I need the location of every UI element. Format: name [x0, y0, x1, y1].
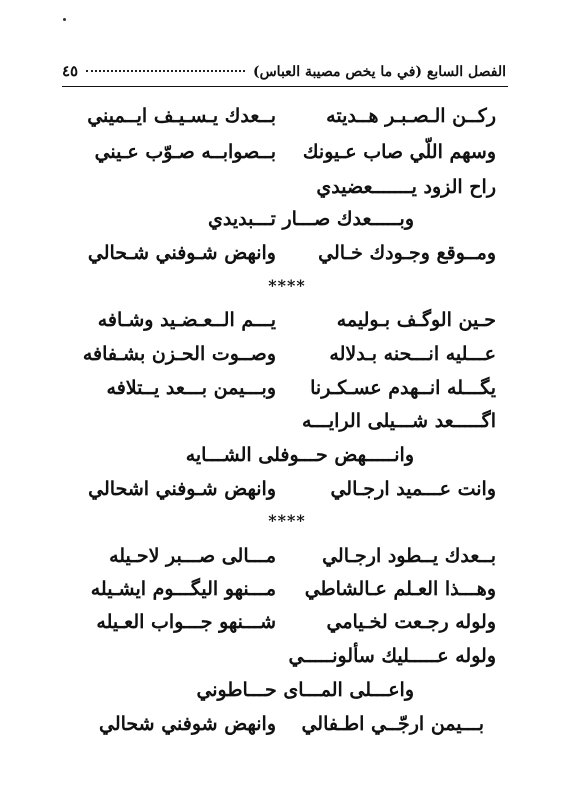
stanza-separator: **** [268, 276, 306, 295]
verse-second-hemistich: وبـــيمن بـــعد يــتلافه [106, 377, 276, 399]
verse-first-hemistich: اگـــــعد شـــيلى الرايـــه [301, 410, 496, 432]
verse-second-hemistich: واعـــلى المـــاى حـــاطوني [196, 679, 414, 701]
verse-first-hemistich: راح الزود يـــــــعضيدي [316, 176, 496, 198]
verse-first-hemistich: بـــيمن ارجّــي اطـفالي [301, 713, 484, 735]
verse-second-hemistich: وصــوت الحـزن بشـفافه [82, 343, 276, 365]
verse-second-hemistich: شـــنهو جـــواب العـيله [96, 611, 276, 633]
verse-second-hemistich: وانهض شوفني شحالي [99, 713, 276, 735]
verse-first-hemistich: عـــليه انـــحنه بـدلاله [329, 343, 496, 365]
verse-first-hemistich: ركــن الـصـبـر هــديته [326, 105, 496, 127]
verse-first-hemistich: حـين الوگـف بـوليمه [336, 309, 496, 331]
verse-first-hemistich: بــعدك يــطود ارجـالي [322, 545, 496, 567]
page-number: ٤٥ [62, 62, 79, 80]
verse-first-hemistich: وهـــذا العـلم عـالشاطي [304, 578, 496, 600]
verse-second-hemistich: بــصوابــه صـوّب عـيني [94, 141, 276, 163]
verse-second-hemistich: بــعدك يـسـيـف ايــميني [87, 105, 276, 127]
chapter-title: الفصل السابع (في ما يخص مصيبة العباس) [252, 64, 506, 80]
verse-first-hemistich: ولوله رجـعت لخـيامي [326, 611, 496, 633]
verse-second-hemistich: يـــم الــعـضـيد وشـافه [97, 309, 276, 331]
verse-first-hemistich: وانت عـــميد ارجـالي [330, 478, 496, 500]
verse-second-hemistich: مـــالى صـــبر لاحـيله [109, 545, 276, 567]
verse-second-hemistich: وبـــــعدك صـــار تـــبديدي [208, 208, 414, 230]
verse-second-hemistich: وانهض شـوفني شـحالي [87, 242, 276, 264]
verse-second-hemistich: وانـــــهض حـــوفلى الشـــايه [185, 444, 414, 466]
page-header [62, 62, 506, 84]
verse-first-hemistich: وسهم اللّي صاب عـيونك [302, 141, 496, 163]
verse-first-hemistich: ومــوقع وجـودك خـالي [318, 242, 496, 264]
header-rule [62, 86, 508, 87]
verse-second-hemistich: مـــنهو اليگـــوم ايشـيله [90, 578, 276, 600]
stanza-separator: **** [268, 511, 306, 530]
verse-first-hemistich: ولوله عـــــليك سألونـــــي [288, 645, 496, 667]
dotted-leader [86, 70, 245, 72]
verse-second-hemistich: وانهض شـوفني اشحالي [88, 478, 276, 500]
scan-speck [63, 18, 66, 21]
verse-first-hemistich: يگـــله انــهدم عسـكـرنا [310, 377, 496, 399]
